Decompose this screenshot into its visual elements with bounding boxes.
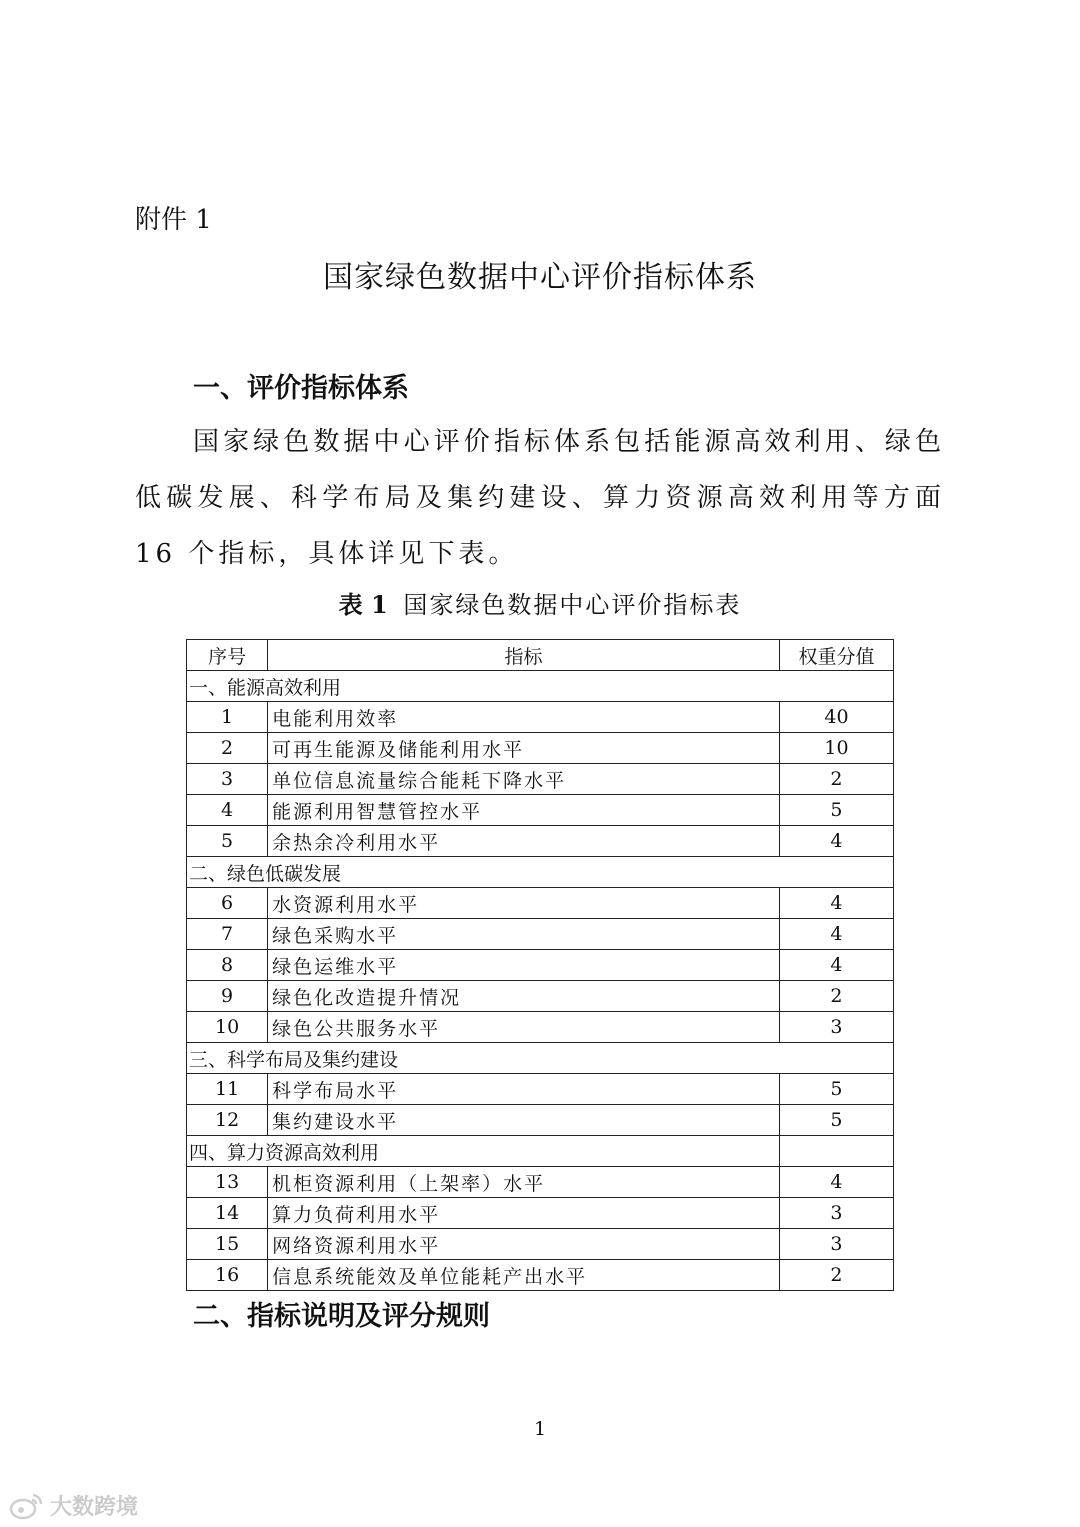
table-row [187,702,894,733]
section-title: 二、绿色低碳发展 [187,857,894,888]
row-no: 4 [187,795,268,826]
row-indicator: 绿色采购水平 [268,919,780,950]
row-indicator: 绿色化改造提升情况 [268,981,780,1012]
row-no: 10 [187,1012,268,1043]
table-row [187,1012,894,1043]
row-no: 11 [187,1074,268,1105]
table-row [187,1260,894,1291]
section-title: 一、能源高效利用 [187,671,894,702]
row-indicator: 算力负荷利用水平 [268,1198,780,1229]
header-no: 序号 [187,640,268,671]
table-row [187,1229,894,1260]
section-heading-evaluation-system: 一、评价指标体系 [193,373,409,404]
row-no: 14 [187,1198,268,1229]
section-empty-cell [779,1136,893,1167]
table-row [187,919,894,950]
row-weight: 4 [779,950,893,981]
table-row [187,888,894,919]
row-no: 9 [187,981,268,1012]
row-no: 7 [187,919,268,950]
row-no: 2 [187,733,268,764]
header-indicator: 指标 [268,640,780,671]
table-caption-number: 表 1 [338,590,388,619]
row-weight: 5 [779,1074,893,1105]
row-no: 6 [187,888,268,919]
table-row [187,1105,894,1136]
row-no: 3 [187,764,268,795]
row-indicator: 绿色运维水平 [268,950,780,981]
intro-paragraph: 国家绿色数据中心评价指标体系包括能源高效利用、绿色低碳发展、科学布局及集约建设、算力资源高效利用等方面 16 个指标，具体详见下表。 [135,427,945,569]
row-indicator: 绿色公共服务水平 [268,1012,780,1043]
table-row [187,826,894,857]
row-weight: 2 [779,981,893,1012]
table-row [187,981,894,1012]
table-caption-title: 国家绿色数据中心评价指标表 [403,591,742,619]
table-row [187,1074,894,1105]
row-indicator: 机柜资源利用（上架率）水平 [268,1167,780,1198]
row-no: 13 [187,1167,268,1198]
indicator-table [186,639,894,1291]
section-title: 三、科学布局及集约建设 [187,1043,894,1074]
section-title: 四、算力资源高效利用 [187,1136,780,1167]
row-indicator: 余热余冷利用水平 [268,826,780,857]
row-weight: 3 [779,1198,893,1229]
row-weight: 2 [779,764,893,795]
row-weight: 2 [779,1260,893,1291]
row-weight: 4 [779,888,893,919]
table-row [187,764,894,795]
attachment-label: 附件 1 [135,205,212,235]
row-indicator: 网络资源利用水平 [268,1229,780,1260]
row-no: 16 [187,1260,268,1291]
watermark [8,1490,138,1521]
table-caption [0,588,1080,622]
row-weight: 3 [779,1229,893,1260]
page-number: 1 [533,1418,547,1440]
row-weight: 4 [779,1167,893,1198]
watermark-text: 大数跨境 [50,1495,139,1520]
row-indicator: 水资源利用水平 [268,888,780,919]
row-no: 12 [187,1105,268,1136]
section-row [187,1136,894,1167]
row-weight: 4 [779,826,893,857]
row-no: 8 [187,950,268,981]
row-indicator: 信息系统能效及单位能耗产出水平 [268,1260,780,1291]
row-weight: 10 [779,733,893,764]
row-indicator: 能源利用智慧管控水平 [268,795,780,826]
row-weight: 5 [779,795,893,826]
table-row [187,950,894,981]
row-no: 15 [187,1229,268,1260]
row-indicator: 单位信息流量综合能耗下降水平 [268,764,780,795]
table-row [187,795,894,826]
section-heading-rules: 二、指标说明及评分规则 [193,1301,490,1332]
row-indicator: 电能利用效率 [268,702,780,733]
weibo-logo-icon [8,1492,44,1520]
row-weight: 40 [779,702,893,733]
table-row [187,1167,894,1198]
row-no: 1 [187,702,268,733]
row-weight: 5 [779,1105,893,1136]
section-row [187,671,894,702]
row-weight: 3 [779,1012,893,1043]
header-weight: 权重分值 [779,640,893,671]
row-no: 5 [187,826,268,857]
table-row [187,733,894,764]
row-indicator: 可再生能源及储能利用水平 [268,733,780,764]
table-row [187,1198,894,1229]
row-indicator: 集约建设水平 [268,1105,780,1136]
row-weight: 4 [779,919,893,950]
document-title: 国家绿色数据中心评价指标体系 [323,260,757,295]
section-row [187,857,894,888]
row-indicator: 科学布局水平 [268,1074,780,1105]
table-header-row [187,640,894,671]
section-row [187,1043,894,1074]
